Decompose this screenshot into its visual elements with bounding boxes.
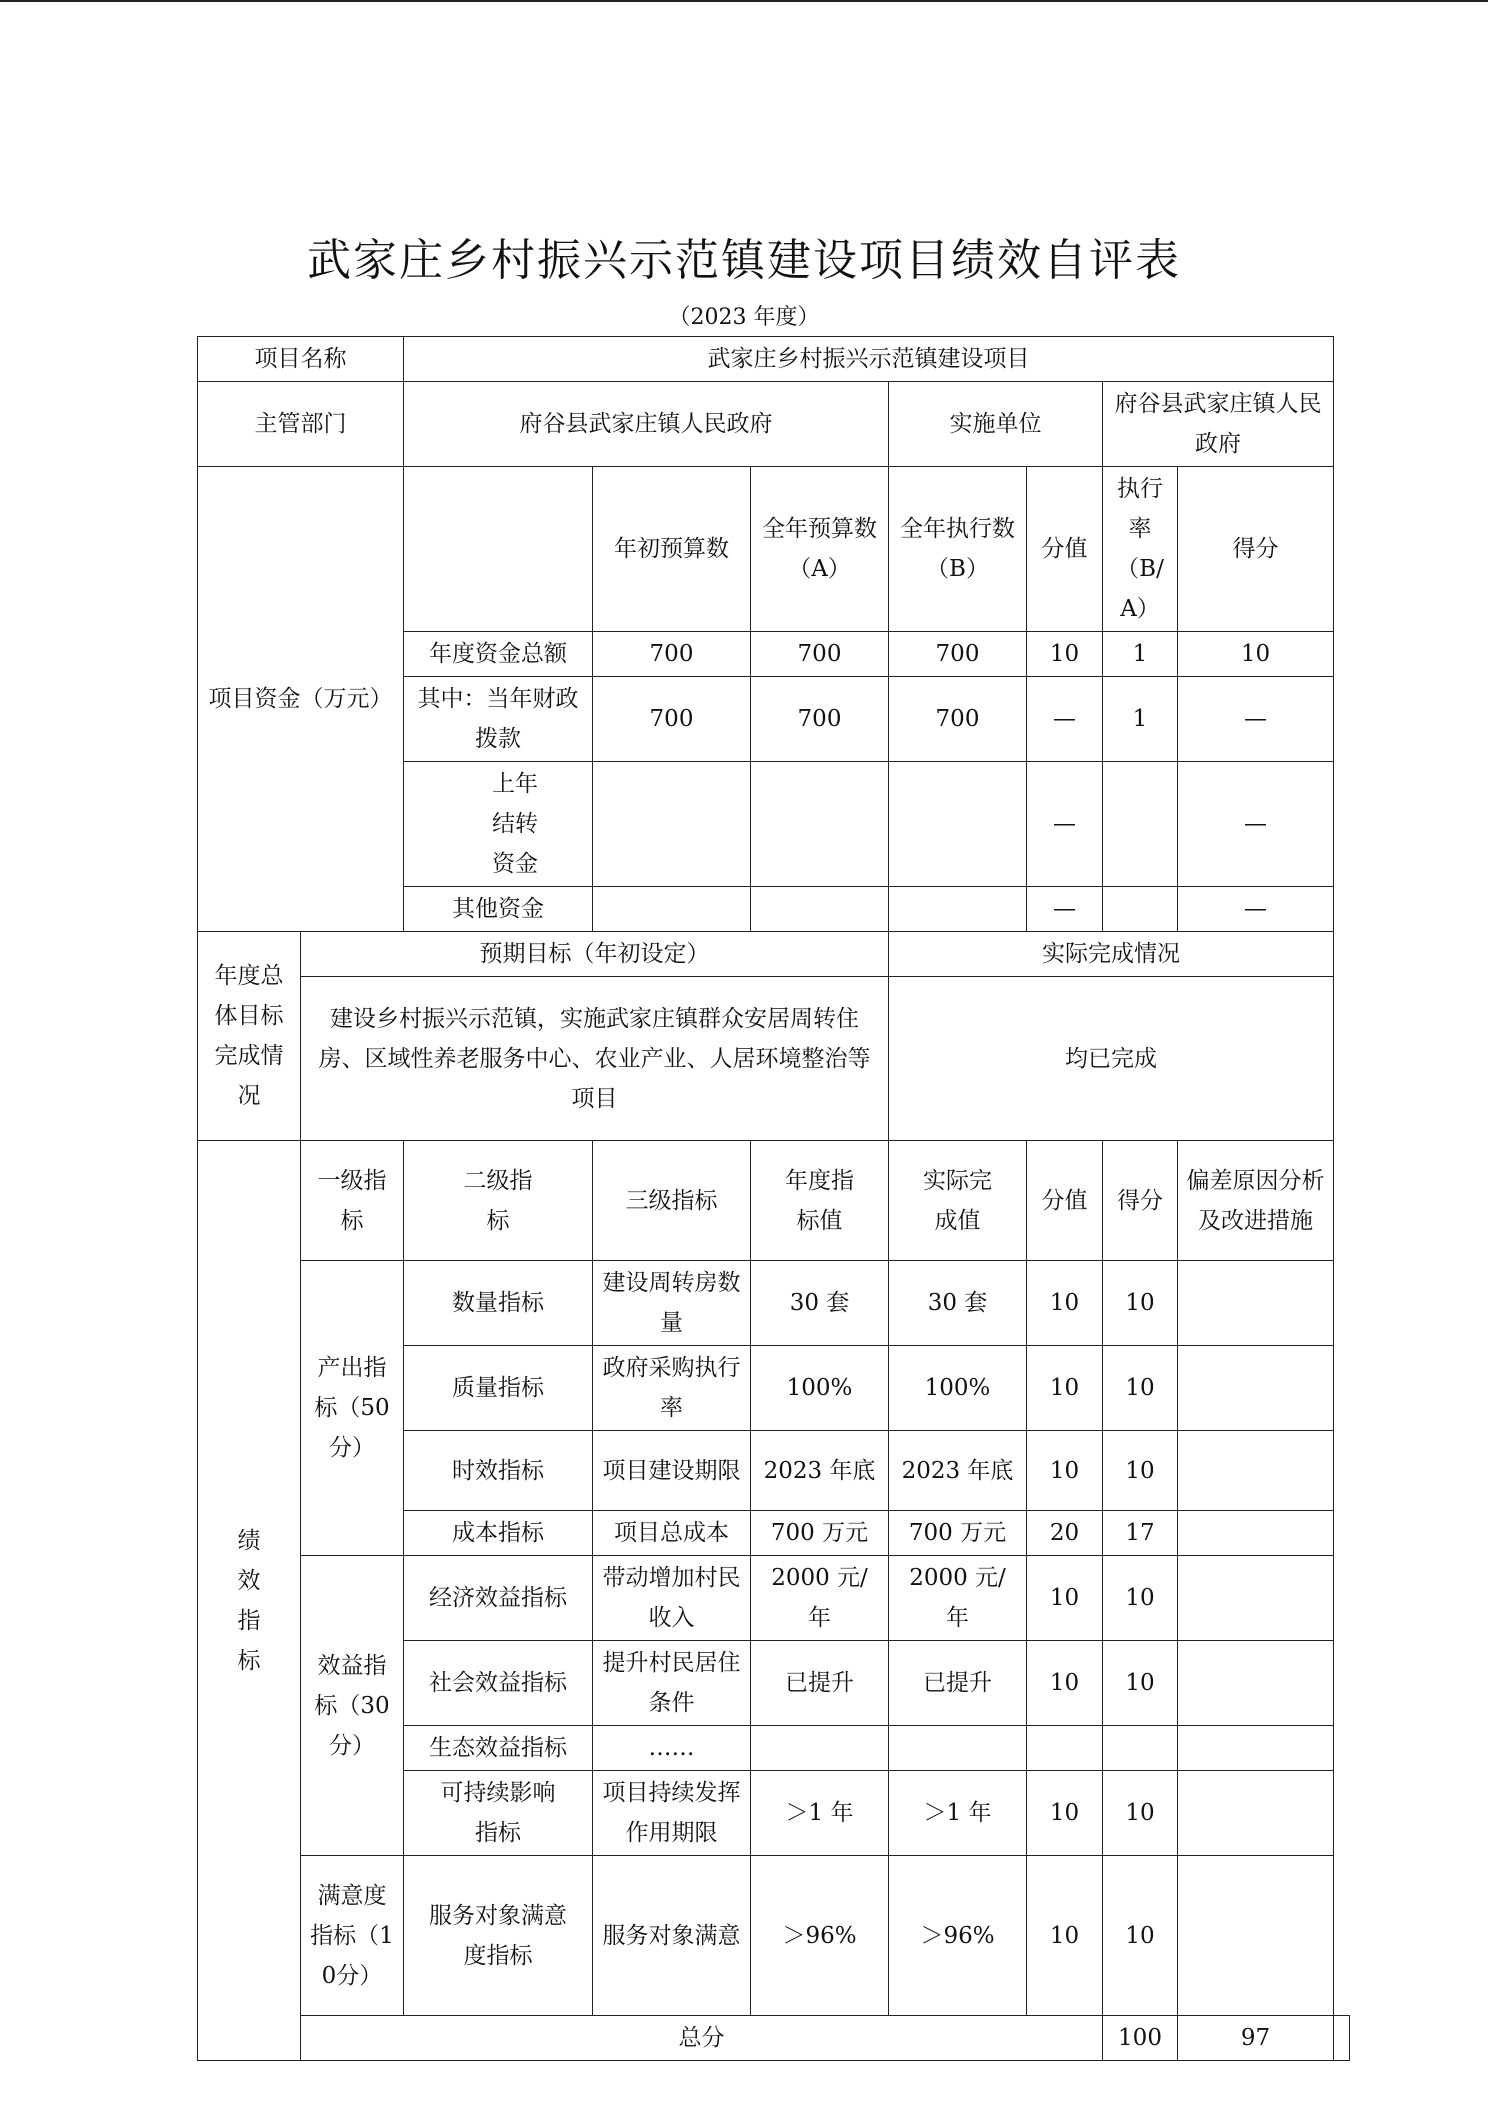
ind-row-note bbox=[1178, 1261, 1334, 1346]
document-title: 武家庄乡村振兴示范镇建设项目绩效自评表 bbox=[307, 235, 1181, 286]
ind-row-target: 2023 年底 bbox=[751, 1431, 889, 1511]
funds-row-annual bbox=[751, 762, 889, 887]
ind-row-l2: 社会效益指标 bbox=[404, 1641, 593, 1726]
ind-row-l3: 建设周转房数量 bbox=[593, 1261, 751, 1346]
funds-row-rate bbox=[1103, 887, 1178, 932]
ind-row-score: 17 bbox=[1103, 1511, 1178, 1556]
ind-row-note bbox=[1178, 1856, 1334, 2016]
funds-row-rate: 1 bbox=[1103, 632, 1178, 677]
ind-row-score bbox=[1103, 1726, 1178, 1771]
ind-row-target: 已提升 bbox=[751, 1641, 889, 1726]
funds-header-executed: 全年执行数（B） bbox=[889, 467, 1027, 632]
funds-row-score: — bbox=[1178, 762, 1334, 887]
ind-row-value bbox=[1027, 1726, 1103, 1771]
ind-row-score: 10 bbox=[1103, 1856, 1178, 2016]
ind-row-l2: 服务对象满意度指标 bbox=[404, 1856, 593, 2016]
ind-row-l2: 数量指标 bbox=[404, 1261, 593, 1346]
ind-row-note bbox=[1178, 1556, 1334, 1641]
ind-row-target: 2000 元/年 bbox=[751, 1556, 889, 1641]
funds-row-annual bbox=[751, 887, 889, 932]
funds-row-executed: 700 bbox=[889, 677, 1027, 762]
ind-row-note bbox=[1178, 1346, 1334, 1431]
ind-row-note bbox=[1178, 1431, 1334, 1511]
ind-row-l3: 服务对象满意 bbox=[593, 1856, 751, 2016]
funds-row-score: — bbox=[1178, 677, 1334, 762]
ind-row-target: ＞1 年 bbox=[751, 1771, 889, 1856]
ind-row-target bbox=[751, 1726, 889, 1771]
funds-row-name: 其中：当年财政拨款 bbox=[404, 677, 593, 762]
goals-expected-header: 预期目标（年初设定） bbox=[301, 932, 889, 977]
ind-row-l2: 质量指标 bbox=[404, 1346, 593, 1431]
ind-row-actual: 已提升 bbox=[889, 1641, 1027, 1726]
ind-header-value: 分值 bbox=[1027, 1141, 1103, 1261]
funds-row-initial: 700 bbox=[593, 677, 751, 762]
ind-row-l2: 经济效益指标 bbox=[404, 1556, 593, 1641]
ind-row-l3: …… bbox=[593, 1726, 751, 1771]
ind-group-output: 产出指标（50分） bbox=[301, 1261, 404, 1556]
ind-header-target: 年度指标值 bbox=[751, 1141, 889, 1261]
ind-row-value: 10 bbox=[1027, 1556, 1103, 1641]
funds-row-name: 年度资金总额 bbox=[404, 632, 593, 677]
ind-group-benefit: 效益指标（30分） bbox=[301, 1556, 404, 1856]
goals-label: 年度总体目标完成情况 bbox=[198, 932, 301, 1141]
funds-row-annual: 700 bbox=[751, 632, 889, 677]
funds-label: 项目资金（万元） bbox=[198, 467, 404, 932]
performance-table bbox=[197, 336, 1350, 2061]
funds-row-score-value: 10 bbox=[1027, 632, 1103, 677]
ind-row-l2: 时效指标 bbox=[404, 1431, 593, 1511]
ind-row-l3: 项目持续发挥作用期限 bbox=[593, 1771, 751, 1856]
ind-row-note bbox=[1178, 1726, 1334, 1771]
ind-row-l3: 提升村民居住条件 bbox=[593, 1641, 751, 1726]
ind-row-actual: ＞96% bbox=[889, 1856, 1027, 2016]
goals-actual-header: 实际完成情况 bbox=[889, 932, 1334, 977]
dept-label: 主管部门 bbox=[198, 382, 404, 467]
funds-header-score-value: 分值 bbox=[1027, 467, 1103, 632]
ind-row-actual: 100% bbox=[889, 1346, 1027, 1431]
funds-row-name: 上年结转资金 bbox=[404, 762, 593, 887]
ind-row-actual: 30 套 bbox=[889, 1261, 1027, 1346]
ind-header-l1: 一级指标 bbox=[301, 1141, 404, 1261]
ind-row-actual bbox=[889, 1726, 1027, 1771]
ind-row-target: 100% bbox=[751, 1346, 889, 1431]
total-value: 100 bbox=[1103, 2016, 1178, 2061]
ind-row-l3: 带动增加村民收入 bbox=[593, 1556, 751, 1641]
impl-value: 府谷县武家庄镇人民政府 bbox=[1103, 382, 1334, 467]
ind-group-satisfaction: 满意度指标（10分） bbox=[301, 1856, 404, 2016]
ind-row-score: 10 bbox=[1103, 1641, 1178, 1726]
project-name-label: 项目名称 bbox=[198, 337, 404, 382]
funds-header-initial: 年初预算数 bbox=[593, 467, 751, 632]
ind-row-l3: 政府采购执行率 bbox=[593, 1346, 751, 1431]
funds-header-blank bbox=[404, 467, 593, 632]
project-name-value: 武家庄乡村振兴示范镇建设项目 bbox=[404, 337, 1334, 382]
ind-row-score: 10 bbox=[1103, 1261, 1178, 1346]
ind-row-target: 700 万元 bbox=[751, 1511, 889, 1556]
goals-actual-text: 均已完成 bbox=[889, 977, 1334, 1141]
funds-row-executed bbox=[889, 887, 1027, 932]
ind-row-value: 10 bbox=[1027, 1346, 1103, 1431]
ind-row-score: 10 bbox=[1103, 1346, 1178, 1431]
total-label: 总分 bbox=[301, 2016, 1103, 2061]
ind-row-actual: 2023 年底 bbox=[889, 1431, 1027, 1511]
funds-row-initial bbox=[593, 762, 751, 887]
funds-row-executed: 700 bbox=[889, 632, 1027, 677]
ind-row-score: 10 bbox=[1103, 1556, 1178, 1641]
ind-header-note: 偏差原因分析及改进措施 bbox=[1178, 1141, 1334, 1261]
ind-row-target: 30 套 bbox=[751, 1261, 889, 1346]
indicators-label: 绩效指标 bbox=[198, 1141, 301, 2061]
funds-row-rate: 1 bbox=[1103, 677, 1178, 762]
ind-row-value: 10 bbox=[1027, 1856, 1103, 2016]
ind-row-l2: 生态效益指标 bbox=[404, 1726, 593, 1771]
funds-row-score: — bbox=[1178, 887, 1334, 932]
ind-header-l2: 二级指标 bbox=[404, 1141, 593, 1261]
ind-row-target: ＞96% bbox=[751, 1856, 889, 2016]
ind-row-actual: 2000 元/年 bbox=[889, 1556, 1027, 1641]
impl-label: 实施单位 bbox=[889, 382, 1103, 467]
funds-row-executed bbox=[889, 762, 1027, 887]
goals-expected-text: 建设乡村振兴示范镇，实施武家庄镇群众安居周转住房、区域性养老服务中心、农业产业、人居环境整治等项目 bbox=[301, 977, 889, 1141]
ind-header-actual: 实际完成值 bbox=[889, 1141, 1027, 1261]
ind-row-l2: 可持续影响指标 bbox=[404, 1771, 593, 1856]
ind-header-l3: 三级指标 bbox=[593, 1141, 751, 1261]
funds-row-name: 其他资金 bbox=[404, 887, 593, 932]
funds-row-rate bbox=[1103, 762, 1178, 887]
ind-row-value: 20 bbox=[1027, 1511, 1103, 1556]
funds-row-score-value: — bbox=[1027, 677, 1103, 762]
ind-row-value: 10 bbox=[1027, 1261, 1103, 1346]
funds-row-score: 10 bbox=[1178, 632, 1334, 677]
funds-row-initial bbox=[593, 887, 751, 932]
funds-row-score-value: — bbox=[1027, 887, 1103, 932]
ind-row-l3: 项目建设期限 bbox=[593, 1431, 751, 1511]
funds-header-annual: 全年预算数（A） bbox=[751, 467, 889, 632]
ind-row-value: 10 bbox=[1027, 1431, 1103, 1511]
ind-row-l3: 项目总成本 bbox=[593, 1511, 751, 1556]
funds-header-rate: 执行率（B/A） bbox=[1103, 467, 1178, 632]
ind-row-actual: ＞1 年 bbox=[889, 1771, 1027, 1856]
ind-row-note bbox=[1178, 1511, 1334, 1556]
ind-row-value: 10 bbox=[1027, 1771, 1103, 1856]
funds-row-initial: 700 bbox=[593, 632, 751, 677]
funds-row-score-value: — bbox=[1027, 762, 1103, 887]
ind-row-score: 10 bbox=[1103, 1771, 1178, 1856]
ind-header-score: 得分 bbox=[1103, 1141, 1178, 1261]
document-year: （2023 年度） bbox=[668, 305, 820, 330]
total-note bbox=[1334, 2016, 1350, 2061]
total-score: 97 bbox=[1178, 2016, 1334, 2061]
funds-row-annual: 700 bbox=[751, 677, 889, 762]
ind-row-value: 10 bbox=[1027, 1641, 1103, 1726]
ind-row-score: 10 bbox=[1103, 1431, 1178, 1511]
ind-row-l2: 成本指标 bbox=[404, 1511, 593, 1556]
ind-row-note bbox=[1178, 1641, 1334, 1726]
ind-row-actual: 700 万元 bbox=[889, 1511, 1027, 1556]
ind-row-note bbox=[1178, 1771, 1334, 1856]
dept-value: 府谷县武家庄镇人民政府 bbox=[404, 382, 889, 467]
funds-header-score: 得分 bbox=[1178, 467, 1334, 632]
